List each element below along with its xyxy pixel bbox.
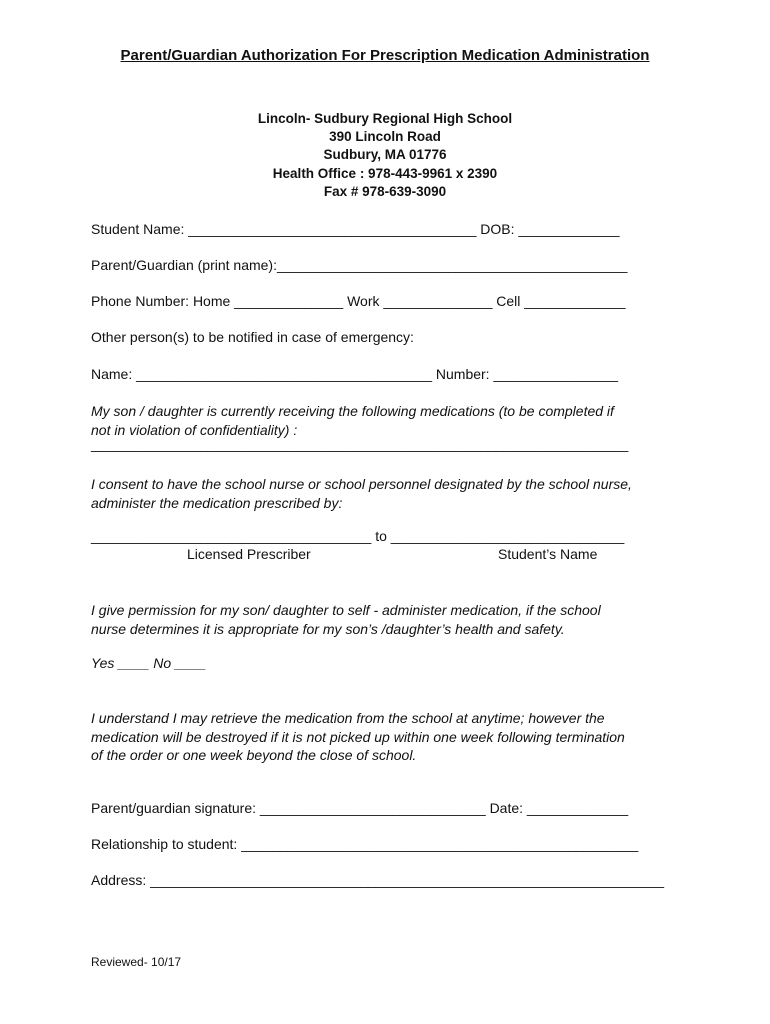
emergency-contact-intro: Other person(s) to be notified in case of emergency: <box>91 329 414 345</box>
school-name: Lincoln- Sudbury Regional High School <box>257 111 513 126</box>
phone-numbers-field: Phone Number: Home ______________ Work ______________ Cell _____________ <box>91 293 626 309</box>
guardian-signature-date-field: Parent/guardian signature: _____________________________ Date: _____________ <box>91 800 629 816</box>
fax-number: Fax # 978-639-3090 <box>323 183 447 199</box>
consent-line-1: I consent to have the school nurse or school personnel designated by the school nurse, <box>91 476 632 492</box>
self-administer-statement <box>91 601 691 638</box>
form-title: Parent/Guardian Authorization For Prescription Medication Administration <box>120 47 650 64</box>
prescriber-student-line: ____________________________________ to ______________________________ <box>91 528 625 544</box>
health-office-phone: Health Office : 978-443-9961 x 2390 <box>272 165 498 181</box>
reviewed-date: Reviewed- 10/17 <box>91 955 182 969</box>
medications-line-2: not in violation of confidentiality) : <box>91 421 298 438</box>
retrieve-line-1: I understand I may retrieve the medication from the school at anytime; however the <box>91 710 605 726</box>
relationship-field: Relationship to student: ___________________________________________________ <box>91 836 639 852</box>
consent-statement <box>91 475 691 512</box>
emergency-name-number-field: Name: ______________________________________ Number: ________________ <box>91 366 619 382</box>
guardian-name-field: Parent/Guardian (print name):_____________________________________________ <box>91 257 628 273</box>
student-name-dob-field: Student Name: _____________________________________ DOB: _____________ <box>91 221 620 237</box>
self-admin-line-1: I give permission for my son/ daughter to self - administer medication, if the school <box>91 602 601 618</box>
retrieve-line-3: of the order or one week beyond the close of school. <box>91 747 417 763</box>
retrieve-line-2: medication will be destroyed if it is not picked up within one week following termination <box>91 728 625 745</box>
retrieve-statement <box>91 709 691 765</box>
school-address-city: Sudbury, MA 01776 <box>323 147 447 163</box>
school-info <box>0 110 770 201</box>
address-field: Address: __________________________________________________________________ <box>91 872 665 888</box>
school-address-street: 390 Lincoln Road <box>329 129 441 145</box>
yes-no-field: Yes ____ No ____ <box>91 655 207 671</box>
medications-statement <box>91 402 691 439</box>
medications-blank-line: _____________________________________________________________________ <box>91 436 629 452</box>
self-admin-line-2: nurse determines it is appropriate for my son’s /daughter’s health and safety. <box>91 620 565 637</box>
consent-line-2: administer the medication prescribed by: <box>91 494 343 511</box>
medications-line-1: My son / daughter is currently receiving the following medications (to be completed if <box>91 403 614 419</box>
licensed-prescriber-label: Licensed Prescriber <box>187 546 311 562</box>
student-name-label: Student’s Name <box>498 546 598 562</box>
